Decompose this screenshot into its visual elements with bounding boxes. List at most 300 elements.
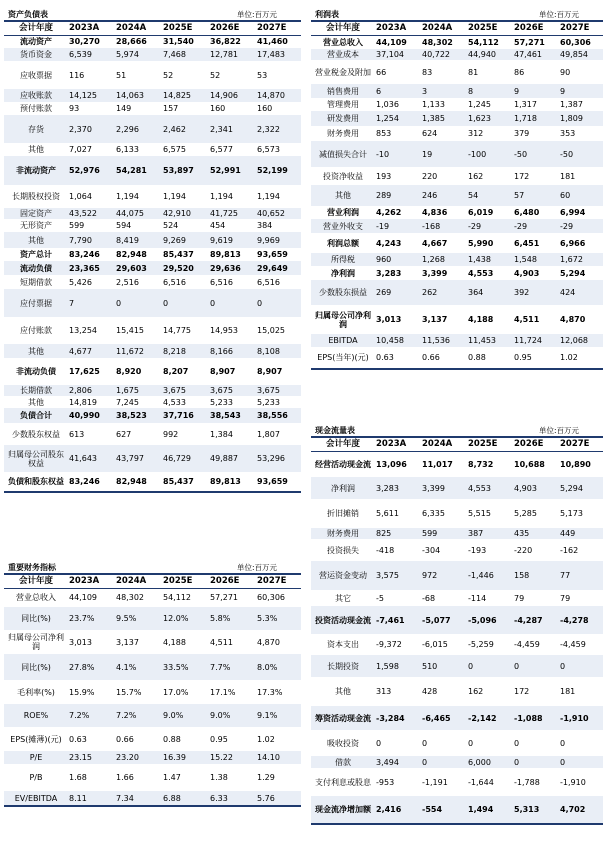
row-label: ROE% — [4, 704, 66, 727]
row-value: 0.88 — [465, 347, 511, 369]
row-value: -19 — [373, 219, 419, 233]
row-label: EPS(当年)(元) — [311, 347, 373, 369]
row-value: 6,573 — [257, 145, 280, 154]
row-label: EBITDA — [311, 334, 373, 347]
row-value: 5,313 — [511, 796, 557, 824]
row-value: 172 — [514, 171, 530, 181]
row-value: -1,088 — [511, 706, 557, 730]
row-value: 14,819 — [69, 397, 97, 407]
column-header-year: 2025E — [160, 22, 207, 35]
table-row — [311, 253, 603, 266]
row-value: -7,461 — [373, 606, 419, 634]
row-label: 净利润 — [331, 268, 355, 278]
row-label: EPS(摊薄)(元) — [10, 734, 62, 744]
row-value: 1,194 — [210, 192, 233, 201]
row-value: -1,644 — [468, 777, 494, 787]
row-value: 52,199 — [254, 156, 301, 185]
column-header-year: 2026E — [511, 22, 557, 35]
row-value: 14,063 — [113, 89, 160, 102]
row-value: 825 — [373, 528, 419, 539]
row-value: 454 — [210, 221, 226, 230]
row-value: 40,990 — [66, 408, 113, 423]
table-row — [311, 347, 603, 369]
table-row — [4, 115, 301, 143]
row-value: 1,438 — [465, 253, 511, 266]
table-row — [311, 280, 603, 305]
row-value: 27.8% — [66, 654, 113, 680]
row-value: -29 — [465, 219, 511, 233]
row-value: -29 — [557, 219, 603, 233]
table-row — [311, 233, 603, 253]
table-row — [4, 317, 301, 344]
table-row — [4, 423, 301, 445]
row-value: 0 — [511, 756, 557, 768]
table-row — [4, 385, 301, 396]
row-value: 1,598 — [373, 655, 419, 677]
balance-sheet-table — [4, 22, 301, 493]
row-value: 17.3% — [257, 687, 283, 697]
row-value: 6.33 — [207, 791, 254, 806]
row-value: 5,173 — [560, 509, 583, 518]
cash-flow-panel — [311, 424, 603, 854]
row-value: 11,453 — [465, 334, 511, 347]
row-value: 41,643 — [66, 445, 113, 472]
row-value: 599 — [419, 528, 465, 539]
row-value: 53,897 — [160, 156, 207, 185]
table-row — [311, 499, 603, 528]
cash-flow-title: 现金流量表 — [315, 426, 355, 435]
row-label: 同比(%) — [4, 607, 66, 630]
row-value: 42,910 — [160, 208, 207, 219]
row-value: 12,068 — [557, 334, 603, 347]
row-value: -1,191 — [422, 777, 448, 787]
row-value: -220 — [514, 545, 533, 555]
cash-flow-table — [311, 438, 603, 825]
row-value: 19 — [419, 141, 465, 167]
column-header-label: 会计年度 — [4, 22, 66, 35]
row-value: 594 — [116, 221, 132, 230]
table-row — [311, 677, 603, 706]
row-value: 14,953 — [210, 326, 238, 335]
row-label: 非流动资产 — [4, 156, 66, 185]
row-value: 5.76 — [254, 791, 301, 806]
row-value: 54,281 — [113, 156, 160, 185]
row-value: -10 — [373, 141, 419, 167]
column-header-year: 2027E — [557, 438, 603, 451]
row-value: 0 — [207, 289, 254, 317]
row-value: 9.0% — [160, 704, 207, 727]
row-value: 6,994 — [560, 208, 586, 217]
row-value: 6,575 — [163, 145, 186, 154]
row-value: 4,533 — [163, 397, 186, 407]
row-value: 60,306 — [257, 593, 285, 603]
row-value: -4,459 — [514, 640, 540, 649]
row-value: 49,854 — [557, 49, 603, 60]
row-label: 营业外收支 — [311, 219, 373, 233]
row-value: 9,269 — [160, 232, 207, 248]
row-label: 吸收投资 — [327, 738, 359, 748]
row-value: 1.02 — [557, 347, 603, 369]
row-value: 85,437 — [160, 472, 207, 492]
row-value: 2,806 — [66, 385, 113, 396]
row-value: -114 — [468, 593, 487, 603]
row-label: 应付账款 — [20, 326, 52, 335]
row-label: 其他 — [28, 145, 44, 154]
row-value: 8,419 — [113, 232, 160, 248]
row-label: 预付账款 — [20, 104, 52, 113]
row-value: 1,194 — [163, 192, 186, 201]
row-label: 筹资活动现金流 — [311, 706, 373, 730]
table-row — [4, 35, 301, 48]
row-value: 3,494 — [373, 756, 419, 768]
row-value: 1,317 — [514, 100, 537, 109]
key-ratios-unit: 单位:百万元 — [236, 563, 277, 572]
row-value: 53 — [257, 70, 268, 80]
row-value: 47,461 — [511, 49, 557, 60]
row-label: 折旧摊销 — [327, 509, 359, 518]
table-row — [311, 451, 603, 477]
row-value: 3,283 — [376, 268, 402, 278]
key-ratios-title: 重要财务指标 — [8, 563, 56, 572]
row-value: 7 — [66, 289, 113, 317]
row-value: 54 — [465, 185, 511, 206]
table-row — [4, 156, 301, 185]
row-label: 负债合计 — [4, 408, 66, 423]
table-row — [311, 111, 603, 126]
table-row — [4, 344, 301, 358]
row-value: 4,667 — [422, 238, 448, 248]
row-label: P/B — [29, 773, 43, 782]
row-value: 1.66 — [116, 773, 134, 782]
column-header-year: 2024A — [113, 22, 160, 35]
table-row — [311, 35, 603, 49]
row-value: 10,458 — [373, 334, 419, 347]
row-value: 7.2% — [113, 704, 160, 727]
row-value: 7,027 — [69, 145, 92, 154]
table-row — [4, 408, 301, 423]
row-label: 利润总额 — [327, 238, 359, 248]
row-value: 3,399 — [422, 268, 448, 278]
row-value: 36,822 — [210, 37, 241, 47]
row-value: 8 — [465, 84, 511, 98]
column-header-label: 会计年度 — [311, 22, 373, 35]
row-value: 83 — [422, 67, 433, 77]
row-label: 归属母公司净利润 — [8, 633, 64, 651]
row-value: 6.88 — [160, 791, 207, 806]
row-label: 毛利率(%) — [17, 687, 55, 697]
row-value: 428 — [422, 687, 438, 696]
row-value: 384 — [257, 221, 273, 230]
key-ratios-title-row — [4, 551, 301, 573]
table-row — [311, 730, 603, 756]
row-value: 8,907 — [210, 367, 236, 376]
row-value: 52,991 — [207, 156, 254, 185]
row-value: 313 — [376, 687, 392, 696]
row-value: 524 — [163, 221, 179, 230]
row-value: 0 — [514, 738, 520, 748]
table-row — [4, 680, 301, 704]
column-header-year: 2027E — [254, 22, 301, 35]
row-value: 7,468 — [160, 48, 207, 61]
row-value: 157 — [163, 104, 179, 113]
row-value: -4,287 — [511, 606, 557, 634]
row-value: -1,910 — [560, 777, 586, 787]
row-value: -5,096 — [465, 606, 511, 634]
column-header-year: 2023A — [66, 22, 113, 35]
row-value: 3,675 — [254, 385, 301, 396]
row-value: 1,718 — [511, 111, 557, 126]
row-value: 93,659 — [257, 250, 288, 259]
row-value: 10,890 — [560, 459, 591, 469]
row-value: 4,262 — [376, 208, 402, 217]
row-value: 220 — [422, 171, 438, 181]
row-label: 其他 — [311, 185, 373, 206]
row-value: 5,233 — [210, 397, 233, 407]
table-row — [311, 796, 603, 824]
row-value: 1,384 — [210, 429, 233, 439]
row-label: 支付利息或股息 — [315, 777, 371, 787]
row-value: 9 — [557, 84, 603, 98]
row-value: 57,271 — [514, 37, 545, 47]
row-value: 89,813 — [207, 472, 254, 492]
row-value: 246 — [419, 185, 465, 206]
row-value: 0.95 — [511, 347, 557, 369]
row-value: 29,649 — [254, 261, 301, 275]
table-row — [311, 590, 603, 606]
table-row — [311, 219, 603, 233]
row-value: 5,233 — [257, 397, 280, 407]
row-value: 1,675 — [113, 385, 160, 396]
row-label: 所得税 — [311, 253, 373, 266]
row-value: 14.10 — [254, 751, 301, 764]
row-value: 5,990 — [468, 238, 494, 248]
balance-sheet-panel — [4, 8, 301, 539]
row-value: 40,722 — [419, 49, 465, 60]
row-label: 借款 — [311, 756, 373, 768]
table-row — [4, 630, 301, 654]
row-value: 7,245 — [116, 397, 139, 407]
cashflow-header-row — [311, 438, 603, 451]
row-value: 262 — [419, 280, 465, 305]
row-value: 8.0% — [254, 654, 301, 680]
column-header-year: 2025E — [465, 22, 511, 35]
row-value: -50 — [557, 141, 603, 167]
row-value: -1,788 — [514, 777, 540, 787]
table-row — [4, 89, 301, 102]
row-value: 160 — [210, 104, 226, 113]
table-row — [4, 727, 301, 751]
row-value: 435 — [511, 528, 557, 539]
row-value: 1,385 — [419, 111, 465, 126]
row-value: 0 — [419, 756, 465, 768]
key-ratios-panel — [4, 551, 301, 854]
row-value: 8,218 — [160, 344, 207, 358]
row-value: 0 — [113, 289, 160, 317]
column-header-year: 2026E — [511, 438, 557, 451]
row-value: 14,125 — [66, 89, 113, 102]
table-row — [4, 358, 301, 385]
row-value: 3,675 — [207, 385, 254, 396]
row-label: 少数股东损益 — [311, 280, 373, 305]
row-value: 0 — [465, 655, 511, 677]
column-header-year: 2024A — [419, 438, 465, 451]
row-value: -9,372 — [376, 640, 402, 649]
row-value: 6,133 — [116, 145, 139, 154]
row-value: 972 — [419, 561, 465, 590]
row-value: 8,732 — [468, 459, 494, 469]
table-row — [4, 791, 301, 806]
row-label: 其他 — [335, 687, 351, 696]
row-value: 29,520 — [160, 261, 207, 275]
table-row — [311, 266, 603, 280]
row-value: -2,142 — [465, 706, 511, 730]
table-row — [311, 539, 603, 561]
row-value: -6,465 — [419, 706, 465, 730]
row-label: 应收账款 — [4, 89, 66, 102]
row-value: 1,672 — [557, 253, 603, 266]
row-value: -68 — [422, 593, 436, 603]
row-value: 6,577 — [210, 145, 233, 154]
row-value: 0.88 — [163, 734, 181, 744]
column-header-year: 2023A — [373, 438, 419, 451]
row-label: 营业总收入 — [16, 593, 56, 603]
row-value: 312 — [468, 129, 484, 138]
row-value: 41,725 — [207, 208, 254, 219]
income-statement-unit: 单位:百万元 — [538, 10, 579, 19]
row-label: 非流动负债 — [16, 367, 56, 376]
row-value: 49,887 — [207, 445, 254, 472]
row-value: 15,415 — [116, 326, 144, 335]
row-value: 85,437 — [163, 250, 194, 259]
row-value: 38,523 — [113, 408, 160, 423]
row-value: 162 — [468, 171, 484, 181]
row-value: 54,112 — [163, 593, 191, 603]
row-label: 流动负债 — [4, 261, 66, 275]
row-value: 2,341 — [207, 115, 254, 143]
row-value: 269 — [373, 280, 419, 305]
row-value: 1.68 — [69, 773, 87, 782]
row-value: 3,399 — [419, 477, 465, 499]
row-value: 5,285 — [514, 509, 537, 518]
column-header-year: 2027E — [254, 575, 301, 588]
row-value: 17.0% — [163, 687, 189, 697]
row-value: 15,025 — [257, 326, 285, 335]
row-value: 7.2% — [66, 704, 113, 727]
row-label: 营业利润 — [327, 208, 359, 217]
cash-flow-title-row — [311, 424, 603, 436]
row-value: 15.9% — [69, 687, 95, 697]
row-value: 44,940 — [465, 49, 511, 60]
row-value: 44,109 — [376, 37, 407, 47]
row-value: 9,619 — [207, 232, 254, 248]
row-value: 8,920 — [116, 367, 142, 376]
row-value: 23,365 — [66, 261, 113, 275]
table-row — [311, 60, 603, 84]
row-value: 1,387 — [560, 100, 583, 109]
row-value: 6,539 — [66, 48, 113, 61]
table-row — [311, 706, 603, 730]
row-label: EV/EBITDA — [4, 791, 66, 806]
row-value: -418 — [376, 545, 395, 555]
row-value: -1,446 — [465, 561, 511, 590]
row-label: 存货 — [4, 115, 66, 143]
row-value: 3,013 — [376, 315, 402, 324]
row-value: 7.7% — [207, 654, 254, 680]
row-label: 归属母公司股东权益 — [4, 445, 66, 472]
row-value: 4,511 — [210, 637, 233, 647]
row-value: 0 — [557, 655, 603, 677]
row-value: 424 — [557, 280, 603, 305]
row-value: 4,243 — [376, 238, 402, 248]
row-value: 15.7% — [116, 687, 142, 697]
table-row — [4, 764, 301, 791]
row-value: 5.8% — [207, 607, 254, 630]
row-value: 4,903 — [511, 477, 557, 499]
row-value: -4,278 — [557, 606, 603, 634]
row-value: 52 — [163, 70, 174, 80]
row-value: 613 — [69, 429, 85, 439]
table-row — [311, 655, 603, 677]
row-label: 现金流净增加额 — [311, 796, 373, 824]
row-value: 1,807 — [257, 429, 280, 439]
income-statement-panel — [311, 8, 603, 413]
row-value: 960 — [373, 253, 419, 266]
balance-sheet-title: 资产负债表 — [8, 10, 48, 19]
table-row — [311, 84, 603, 98]
row-value: 14,775 — [163, 326, 191, 335]
row-value: 0 — [422, 738, 428, 748]
row-label: 投资净收益 — [323, 171, 363, 181]
row-value: 6,451 — [514, 238, 540, 248]
row-label: 净利润 — [311, 477, 373, 499]
row-value: 149 — [116, 104, 132, 113]
row-label: 营业总收入 — [323, 37, 363, 47]
row-label: 资本支出 — [327, 640, 359, 649]
table-row — [311, 206, 603, 219]
row-value: 6,516 — [257, 277, 280, 287]
row-value: 11,724 — [511, 334, 557, 347]
row-label: 其他 — [4, 232, 66, 248]
row-value: 38,543 — [207, 408, 254, 423]
row-value: 392 — [511, 280, 557, 305]
row-value: 5,294 — [560, 268, 586, 278]
row-value: 44,075 — [113, 208, 160, 219]
row-value: 89,813 — [210, 250, 241, 259]
table-row — [4, 143, 301, 156]
row-value: 37,104 — [373, 49, 419, 60]
row-value: 90 — [560, 67, 571, 77]
row-value: 52,976 — [66, 156, 113, 185]
column-header-year: 2024A — [419, 22, 465, 35]
row-value: -5,077 — [419, 606, 465, 634]
row-label: 长期借款 — [4, 385, 66, 396]
table-row — [311, 756, 603, 768]
table-row — [311, 185, 603, 206]
row-value: 93 — [69, 104, 80, 113]
row-label: 其他 — [28, 397, 44, 407]
column-header-year: 2023A — [373, 22, 419, 35]
key-ratios-table — [4, 575, 301, 807]
row-value: 1,494 — [465, 796, 511, 824]
row-value: 0 — [376, 738, 382, 748]
income-header-row — [311, 22, 603, 35]
row-value: 1,245 — [468, 100, 491, 109]
table-row — [4, 275, 301, 289]
row-value: 81 — [468, 67, 479, 77]
row-value: 4.1% — [113, 654, 160, 680]
row-value: 10,688 — [514, 459, 545, 469]
table-row — [4, 261, 301, 275]
